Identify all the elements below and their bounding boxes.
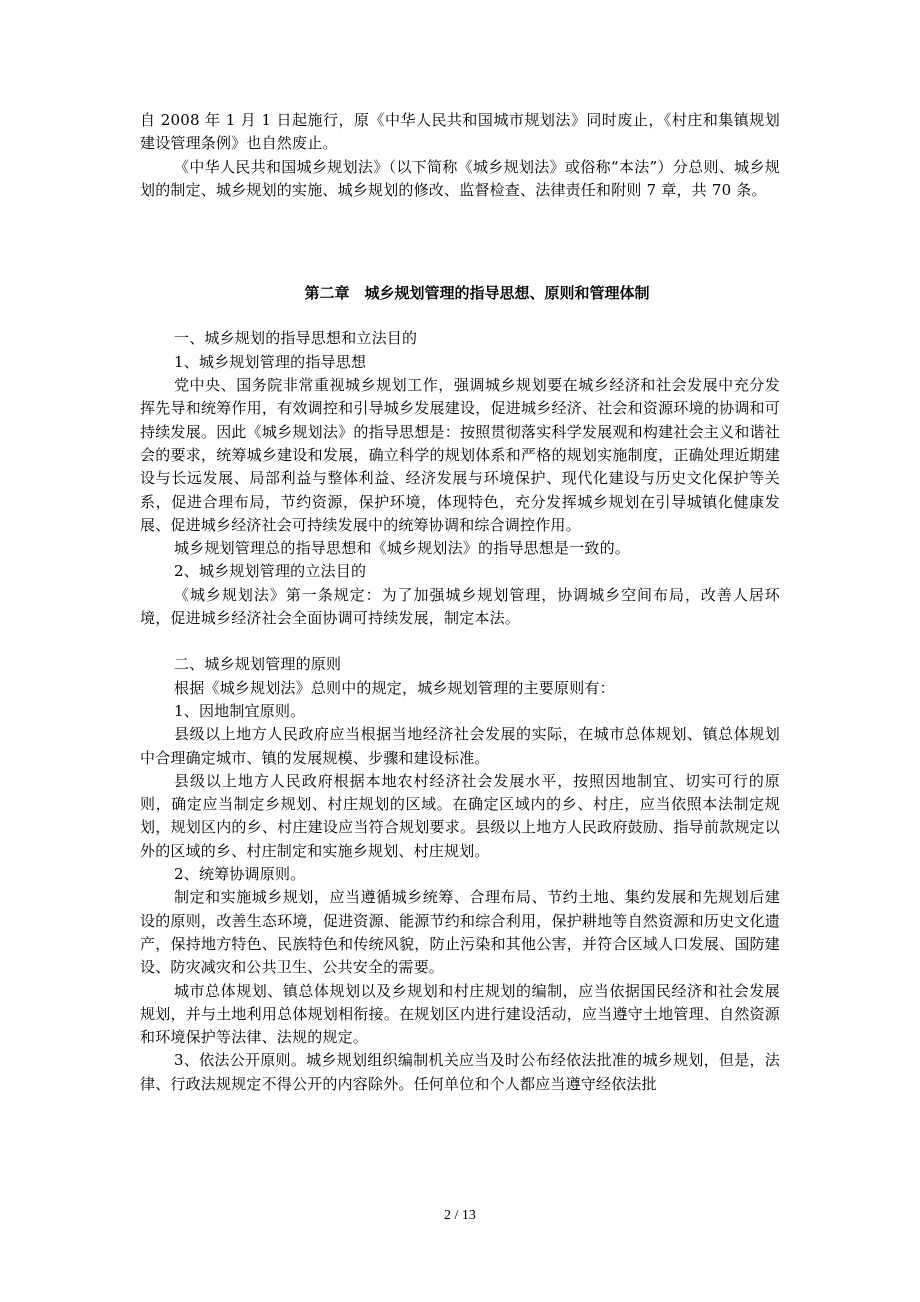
section-1-title: 一、城乡规划的指导思想和立法目的 xyxy=(174,329,418,348)
page-number: 2 / 13 xyxy=(444,1208,476,1223)
principle-1-paragraph-a: 县级以上地方人民政府应当根据当地经济社会发展的实际，在城市总体规划、镇总体规划中合理确定城市、镇的发展规模、步骤和建设标准。 xyxy=(140,725,780,767)
principle-2-title: 2、统筹协调原则。 xyxy=(174,865,306,884)
section-1-sub2-title: 2、城乡规划管理的立法目的 xyxy=(174,562,367,581)
spacer xyxy=(140,630,780,653)
section-1-sub2-paragraph-1: 《城乡规划法》第一条规定：为了加强城乡规划管理，协调城乡空间布局，改善人居环境，促进城乡经济社会全面协调可持续发展，制定本法。 xyxy=(140,585,780,628)
spacer xyxy=(140,305,780,327)
principle-2-paragraph-b: 城市总体规划、镇总体规划以及乡规划和村庄规划的编制，应当依据国民经济和社会发展规划，并与土地利用总体规划相衔接。在规划区内进行建设活动，应当遵守土地管理、自然资源和环境保护等法律、法规的规定。 xyxy=(140,981,780,1047)
intro-paragraph-2: 《中华人民共和国城乡规划法》（以下简称《城乡规划法》或俗称“本法”）分总则、城乡规划的制定、城乡规划的实施、城乡规划的修改、监督检查、法律责任和附则 7 章，共 70 条。 xyxy=(140,157,780,199)
chapter-title: 第二章 城乡规划管理的指导思想、原则和管理体制 xyxy=(304,284,650,303)
principle-1-paragraph-b: 县级以上地方人民政府根据本地农村经济社会发展水平，按照因地制宜、切实可行的原则，确定应当制定乡规划、村庄规划的区域。在确定区域内的乡、村庄，应当依照本法制定规划，规划区内的乡、村庄建设应当符合规划要求。县级以上地方人民政府鼓励、指导前款规定以外的区域的乡、村庄制定和实施乡规划、村庄规划。 xyxy=(140,771,780,860)
principle-3-paragraph: 3、依法公开原则。城乡规划组织编制机关应当及时公布经依法批准的城乡规划，但是，法律、行政法规规定不得公开的内容除外。任何单位和个人都应当遵守经依法批 xyxy=(140,1051,780,1093)
section-2-title: 二、城乡规划管理的原则 xyxy=(174,655,342,674)
intro-paragraph-1: 自 2008 年 1 月 1 日起施行，原《中华人民共和国城市规划法》同时废止，《村庄和集镇规划建设管理条例》也自然废止。 xyxy=(140,111,780,153)
section-2-intro: 根据《城乡规划法》总则中的规定，城乡规划管理的主要原则有： xyxy=(174,678,615,697)
principle-1-title: 1、因地制宜原则。 xyxy=(174,701,306,720)
section-1-sub1-title: 1、城乡规划管理的指导思想 xyxy=(174,352,367,371)
section-1-sub1-paragraph-2: 城乡规划管理总的指导思想和《城乡规划法》的指导思想是一致的。 xyxy=(174,539,631,558)
document-body xyxy=(140,109,780,1096)
principle-2-paragraph-a: 制定和实施城乡规划，应当遵循城乡统筹、合理布局、节约土地、集约发展和先规划后建设的原则，改善生态环境，促进资源、能源节约和综合利用，保护耕地等自然资源和历史文化遗产，保持地方特色、民族特色和传统风貌，防止污染和其他公害，并符合区域人口发展、国防建设、防灾减灾和公共卫生、公共安全的需要。 xyxy=(140,888,780,977)
spacer xyxy=(140,202,780,282)
section-1-sub1-paragraph-1: 党中央、国务院非常重视城乡规划工作，强调城乡规划要在城乡经济和社会发展中充分发挥先导和统筹作用，有效调控和引导城乡发展建设，促进城乡经济、社会和资源环境的协调和可持续发展。因此《城乡规划法》的指导思想是：按照贯彻落实科学发展观和构建社会主义和谐社会的要求，统筹城乡建设和发展，确立科学的规划体系和严格的规划实施制度，正确处理近期建设与长远发展、局部利益与整体利益、经济发展与环境保护、现代化建设与历史文化保护等关系，促进合理布局，节约资源，保护环境，体现特色，充分发挥城乡规划在引导城镇化健康发展、促进城乡经济社会可持续发展中的统筹协调和综合调控作用。 xyxy=(140,376,780,534)
